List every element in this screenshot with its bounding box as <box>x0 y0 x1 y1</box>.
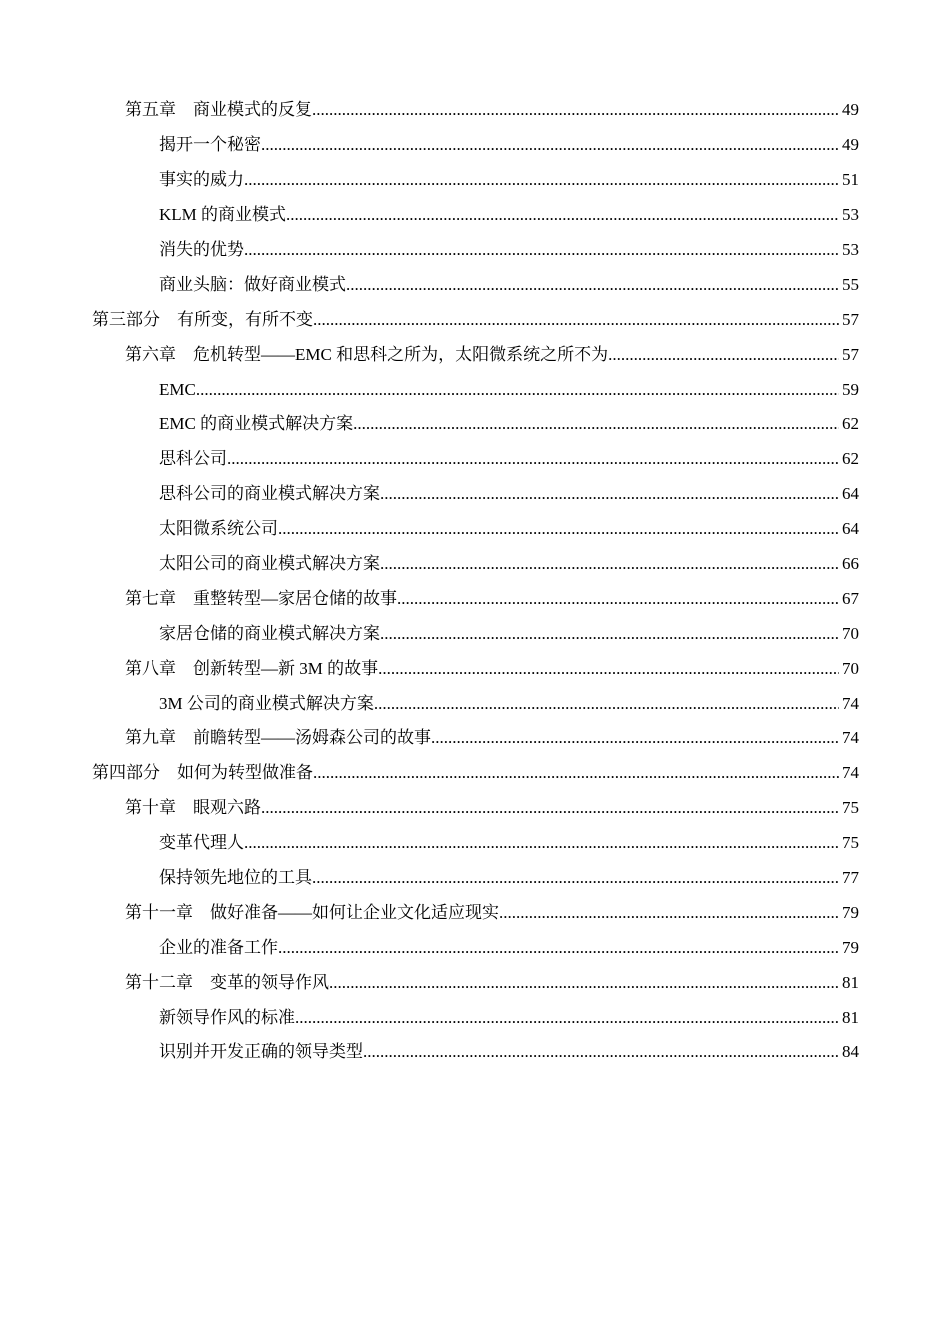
toc-entry-page-number: 74 <box>842 728 859 748</box>
toc-entry-title: 消失的优势 <box>159 240 244 259</box>
toc-entry-title: 第三部分 有所变，有所不变 <box>92 309 313 329</box>
toc-dot-leader <box>295 1008 839 1028</box>
toc-dot-leader <box>312 868 839 888</box>
toc-entry-page-number: 49 <box>842 100 859 120</box>
toc-entry-title: 第十章 眼观六路 <box>125 798 261 818</box>
toc-entry[interactable] <box>0 651 950 686</box>
toc-entry-title: 第十一章 做好准备——如何让企业文化适应现实 <box>125 902 499 922</box>
toc-entry-page-number: 75 <box>842 798 859 818</box>
toc-entry-page-number: 53 <box>842 205 859 225</box>
toc-entry[interactable] <box>0 756 950 791</box>
toc-entry-page-number: 62 <box>842 449 859 469</box>
toc-dot-leader <box>380 484 839 504</box>
toc-entry-page-number: 79 <box>842 902 859 922</box>
toc-dot-leader <box>244 833 839 853</box>
toc-entry-page-number: 84 <box>842 1042 859 1062</box>
toc-dot-leader <box>346 275 839 295</box>
toc-dot-leader <box>196 380 839 400</box>
toc-entry[interactable] <box>0 407 950 442</box>
toc-entry[interactable] <box>0 547 950 582</box>
toc-dot-leader <box>312 100 839 120</box>
toc-entry-title: 思科公司 <box>159 449 227 469</box>
toc-entry[interactable] <box>0 512 950 547</box>
toc-entry-page-number: 64 <box>842 484 859 504</box>
toc-dot-leader <box>286 205 839 225</box>
toc-dot-leader <box>261 798 839 818</box>
toc-entry[interactable] <box>0 791 950 826</box>
toc-entry-title: 企业的准备工作 <box>159 937 278 957</box>
toc-entry-page-number: 59 <box>842 379 859 399</box>
toc-entry[interactable] <box>0 581 950 616</box>
toc-dot-leader <box>499 903 839 923</box>
toc-entry[interactable] <box>0 930 950 965</box>
toc-dot-leader <box>378 659 839 679</box>
toc-dot-leader <box>261 135 839 155</box>
toc-entry-page-number: 74 <box>842 693 859 713</box>
toc-entry-title: 新领导作风的标准 <box>159 1007 295 1027</box>
toc-entry[interactable] <box>0 1035 950 1070</box>
table-of-contents <box>0 93 950 1070</box>
toc-entry[interactable] <box>0 267 950 302</box>
toc-entry-page-number: 62 <box>842 414 859 434</box>
toc-entry-page-number: 53 <box>842 240 859 259</box>
toc-entry-page-number: 66 <box>842 554 859 574</box>
toc-dot-leader <box>244 240 839 260</box>
toc-entry-title: 太阳微系统公司 <box>159 519 278 539</box>
toc-dot-leader <box>431 728 839 748</box>
toc-dot-leader <box>608 345 839 365</box>
toc-dot-leader <box>227 449 839 469</box>
toc-entry-title: EMC <box>159 379 196 399</box>
toc-entry-title: 第五章 商业模式的反复 <box>125 100 312 120</box>
toc-entry[interactable] <box>0 442 950 477</box>
toc-entry-page-number: 67 <box>842 588 859 608</box>
toc-entry[interactable] <box>0 965 950 1000</box>
toc-entry-title: 事实的威力 <box>159 170 244 190</box>
toc-entry[interactable] <box>0 895 950 930</box>
toc-entry-page-number: 70 <box>842 658 859 678</box>
toc-entry-page-number: 49 <box>842 135 859 155</box>
toc-dot-leader <box>397 589 839 609</box>
toc-entry-title: 第七章 重整转型—家居仓储的故事 <box>125 588 397 608</box>
toc-dot-leader <box>329 973 839 993</box>
toc-entry-title: EMC 的商业模式解决方案 <box>159 414 354 434</box>
toc-entry[interactable] <box>0 233 950 268</box>
toc-entry-page-number: 57 <box>842 309 859 329</box>
toc-entry-title: 第八章 创新转型—新 3M 的故事 <box>125 658 379 678</box>
toc-dot-leader <box>313 310 839 330</box>
toc-entry-page-number: 55 <box>842 274 859 294</box>
toc-entry-page-number: 57 <box>842 344 859 364</box>
toc-entry-page-number: 77 <box>842 868 859 888</box>
toc-entry-title: 商业头脑：做好商业模式 <box>159 274 346 294</box>
toc-entry[interactable] <box>0 163 950 198</box>
toc-entry[interactable] <box>0 686 950 721</box>
toc-entry-title: 揭开一个秘密 <box>159 135 261 155</box>
toc-entry-title: 思科公司的商业模式解决方案 <box>159 484 380 504</box>
toc-dot-leader <box>278 938 839 958</box>
toc-dot-leader <box>278 519 839 539</box>
toc-entry[interactable] <box>0 477 950 512</box>
toc-entry-title: 识别并开发正确的领导类型 <box>159 1042 363 1062</box>
toc-entry-page-number: 51 <box>842 170 859 190</box>
toc-entry[interactable] <box>0 128 950 163</box>
toc-entry-page-number: 75 <box>842 833 859 853</box>
toc-dot-leader <box>380 624 839 644</box>
toc-entry[interactable] <box>0 93 950 128</box>
toc-entry-title: 第四部分 如何为转型做准备 <box>92 763 313 783</box>
toc-entry[interactable] <box>0 302 950 337</box>
toc-entry-title: 保持领先地位的工具 <box>159 868 312 888</box>
toc-entry-title: 变革代理人 <box>159 833 244 853</box>
toc-entry[interactable] <box>0 826 950 861</box>
toc-entry[interactable] <box>0 372 950 407</box>
toc-entry[interactable] <box>0 1000 950 1035</box>
toc-entry[interactable] <box>0 721 950 756</box>
toc-entry-title: 3M 公司的商业模式解决方案 <box>159 693 374 713</box>
toc-entry[interactable] <box>0 337 950 372</box>
toc-entry[interactable] <box>0 198 950 233</box>
toc-dot-leader <box>380 554 839 574</box>
toc-entry-title: 第六章 危机转型——EMC 和思科之所为，太阳微系统之所不为 <box>125 344 609 364</box>
toc-entry-page-number: 64 <box>842 519 859 539</box>
toc-dot-leader <box>363 1042 839 1062</box>
toc-dot-leader <box>353 414 839 434</box>
toc-dot-leader <box>374 694 839 714</box>
toc-entry-page-number: 79 <box>842 937 859 957</box>
toc-entry-title: 家居仓储的商业模式解决方案 <box>159 623 380 643</box>
toc-entry-page-number: 81 <box>842 972 859 992</box>
toc-entry-title: KLM 的商业模式 <box>159 205 287 225</box>
toc-entry-page-number: 74 <box>842 763 859 783</box>
toc-entry[interactable] <box>0 861 950 896</box>
toc-dot-leader <box>313 763 839 783</box>
toc-dot-leader <box>244 170 839 190</box>
toc-entry-title: 第十二章 变革的领导作风 <box>125 972 329 992</box>
toc-entry-page-number: 70 <box>842 623 859 643</box>
toc-entry-page-number: 81 <box>842 1007 859 1027</box>
toc-entry-title: 太阳公司的商业模式解决方案 <box>159 554 380 574</box>
toc-entry-title: 第九章 前瞻转型——汤姆森公司的故事 <box>125 728 431 748</box>
toc-entry[interactable] <box>0 616 950 651</box>
